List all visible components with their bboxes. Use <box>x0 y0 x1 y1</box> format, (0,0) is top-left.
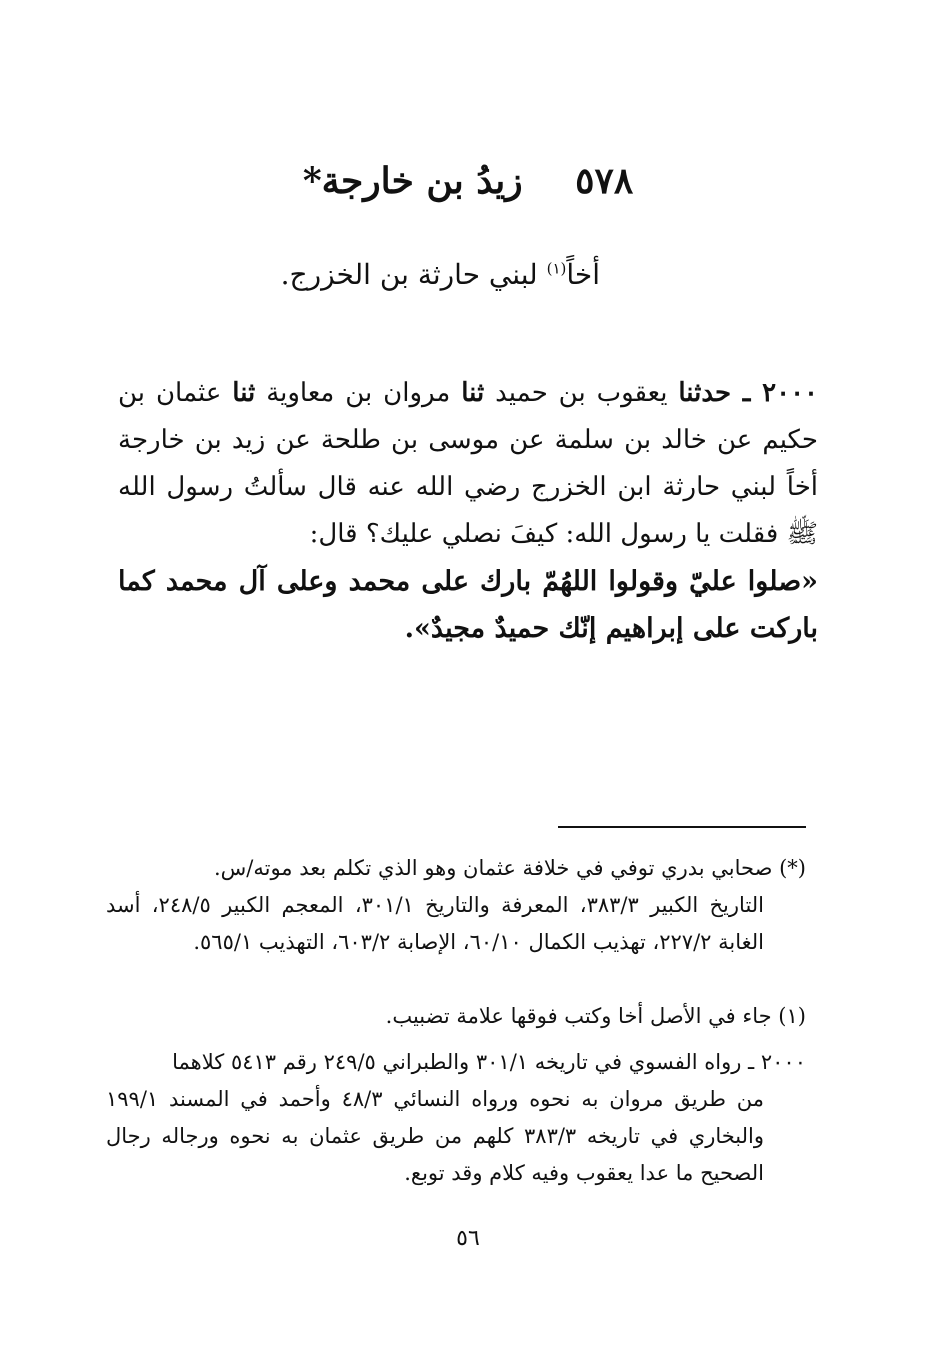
intro-text: لبني حارثة بن الخزرج. <box>280 258 547 291</box>
footnote-2000-first: ٢٠٠٠ ـ رواه الفسوي في تاريخه ٣٠١/١ والطبراني ٢٤٩/٥ رقم ٥٤١٣ كلاهما <box>172 1050 806 1074</box>
entry-number: ٥٧٨ <box>575 160 634 202</box>
footnote-star-line: (*) صحابي بدري توفي في خلافة عثمان وهو الذي تكلم بعد موته/س. <box>213 856 806 880</box>
entry-name: زيدُ بن خارجة* <box>302 160 523 202</box>
footnote-2000 <box>106 1044 806 1192</box>
isnad-part-3: عثمان بن حكيم عن خالد بن سلمة عن موسى بن طلحة عن زيد بن خارجة أخاً لبني حارثة ابن الخزرج رضي الله عنه قال سألتُ رسول الله ﷺ فقلت يا رسول الله: كيفَ نصلي عليك؟ قال: <box>118 378 818 549</box>
footnote-star <box>106 850 806 961</box>
footnote-1: (١) جاء في الأصل أخا وكتب فوقها علامة تضبيب. <box>385 1004 806 1028</box>
haddathana: حدثنا <box>678 378 732 408</box>
footnote-ref-1: (١) <box>546 259 567 278</box>
isnad-part-1: يعقوب بن حميد <box>484 378 679 408</box>
footnote-separator <box>558 826 806 828</box>
isnad-part-2: مروان بن معاوية <box>255 378 462 408</box>
entry-heading <box>0 160 936 202</box>
footnote-star-refs: التاريخ الكبير ٣٨٣/٣، المعرفة والتاريخ ٣٠١/١، المعجم الكبير ٢٤٨/٥، أسد الغابة ٢٢٧/٢، تهذيب الكمال ٦٠/١٠، الإصابة ٦٠٣/٢، التهذيب ٥٦٥/١. <box>106 893 765 954</box>
hadith-number: ٢٠٠٠ ـ <box>731 378 818 408</box>
hadith-matn: «صلوا عليّ وقولوا اللهُمّ بارك على محمد وعلى آل محمد كما باركت على إبراهيم إنّك حميدٌ مجيدٌ». <box>118 566 818 644</box>
thana-2: ثنا <box>232 378 256 408</box>
page-number: ٥٦ <box>456 1226 480 1251</box>
hadith-text <box>118 370 818 652</box>
thana-1: ثنا <box>461 378 485 408</box>
intro-word: أخاً <box>566 258 600 291</box>
entry-intro <box>281 258 600 291</box>
footnote-2000-rest: من طريق مروان به نحوه ورواه النسائي ٤٨/٣ وأحمد في المسند ١٩٩/١ والبخاري في تاريخه ٣٨٣/٣ كلهم من طريق عثمان به نحوه ورجاله رجال الصحيح ما عدا يعقوب وفيه كلام وقد توبع. <box>106 1087 765 1185</box>
